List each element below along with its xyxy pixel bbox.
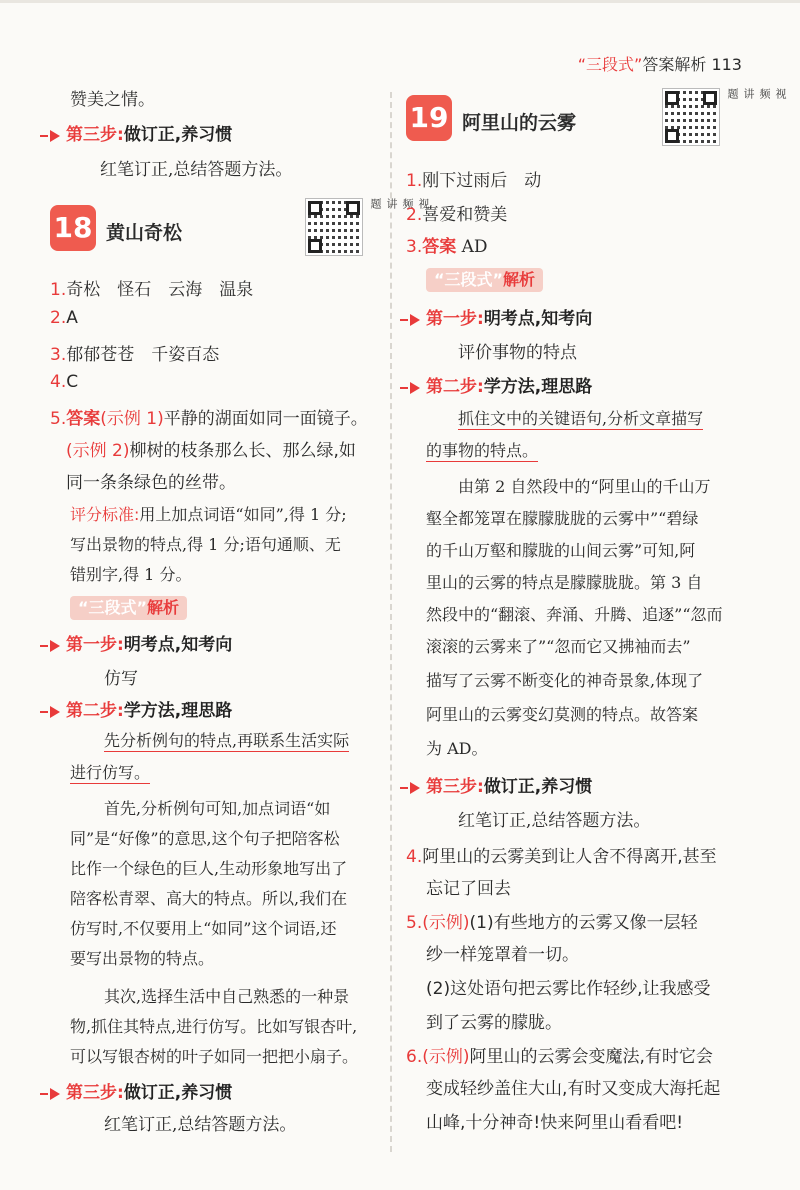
step-dash: [400, 319, 408, 321]
step-arrow-icon: [50, 640, 60, 652]
scoring-line-3: 错别字,得 1 分。: [70, 565, 192, 584]
answer-2: 2.A: [50, 308, 78, 328]
explain-line: 物,抓住其特点,进行仿写。比如写银杏叶,: [70, 1017, 358, 1036]
answer-4: 4.阿里山的云雾美到让人舍不得离开,甚至: [406, 847, 717, 867]
lesson-title: 阿里山的云雾: [462, 112, 577, 134]
step3-body: 红笔订正,总结答题方法。: [104, 1115, 297, 1135]
qr-label: 视频讲题: [726, 88, 787, 100]
answer-2: 2.喜爱和赞美: [406, 205, 508, 225]
step-arrow-icon: [50, 130, 60, 142]
answer-5-part2: (2)这处语句把云雾比作轻纱,让我感受: [426, 979, 711, 999]
answer-5-ex2: (示例 2)柳树的枝条那么长、那么绿,如: [66, 441, 356, 461]
header-page-info: 答案解析 113: [642, 55, 742, 74]
step3: 第三步:做订正,养习惯: [400, 772, 592, 797]
explain-line: 首先,分析例句可知,加点词语“如: [104, 799, 331, 818]
step-title: 做订正,养习惯: [123, 125, 233, 145]
explain-line: 其次,选择生活中自己熟悉的一种景: [104, 987, 350, 1006]
example-tag: (示例 1): [100, 409, 164, 429]
step-arrow-icon: [50, 706, 60, 718]
answer-3: 3.郁郁苍苍 千姿百态: [50, 345, 220, 365]
step-dash: [40, 645, 48, 647]
step-dash: [40, 135, 48, 137]
step2: 第二步:学方法,理思路: [400, 372, 592, 397]
answer-3: 3.答案 AD: [406, 237, 488, 257]
step2-method-1: 先分析例句的特点,再联系生活实际: [104, 731, 350, 750]
step-arrow-icon: [410, 782, 420, 794]
explain-line: 要写出景物的特点。: [70, 949, 215, 968]
scoring-line-1: 评分标准:用上加点词语“如同”,得 1 分;: [70, 505, 347, 524]
step-arrow-icon: [410, 382, 420, 394]
answer-label: 答案: [422, 237, 457, 257]
step-arrow-icon: [410, 314, 420, 326]
scoring-label: 评分标准:: [70, 505, 140, 524]
answer-6-cont: 变成轻纱盖住大山,有时又变成大海托起: [426, 1079, 721, 1099]
step3-top-body: 红笔订正,总结答题方法。: [100, 160, 293, 180]
step1-body: 评价事物的特点: [458, 343, 577, 363]
explain-line: 为 AD。: [426, 739, 488, 758]
answer-5: 5.(示例)(1)有些地方的云雾又像一层轻: [406, 913, 698, 933]
step-dash: [40, 711, 48, 713]
explain-line: 描写了云雾不断变化的神奇景象,体现了: [426, 671, 704, 690]
example-tag: (示例): [422, 913, 470, 933]
page-header: [578, 52, 742, 75]
explain-line: 壑全都笼罩在朦朦胧胧的云雾中”“碧绿: [426, 509, 699, 528]
explain-line: 由第 2 自然段中的“阿里山的千山万: [458, 477, 711, 496]
explain-line: 比作一个绿色的巨人,生动形象地写出了: [70, 859, 348, 878]
step2-method-2: 的事物的特点。: [426, 441, 539, 460]
step-dash: [400, 387, 408, 389]
step1: 第一步:明考点,知考向: [400, 304, 592, 329]
answer-5-ex2-cont: 同一条条绿色的丝带。: [66, 473, 236, 493]
scoring-line-2: 写出景物的特点,得 1 分;语句通顺、无: [70, 535, 341, 554]
step3-body: 红笔订正,总结答题方法。: [458, 811, 651, 831]
qr-label: 视频讲题: [369, 198, 430, 210]
answer-5: 5.答案(示例 1)平静的湖面如同一面镜子。: [50, 409, 368, 429]
answer-4: 4.C: [50, 372, 79, 392]
step-dash: [40, 1093, 48, 1095]
qr-code-icon[interactable]: [305, 198, 363, 256]
step2: 第二步:学方法,理思路: [40, 696, 232, 721]
explain-line: 滚滚的云雾来了”“忽而它又拂袖而去”: [426, 637, 691, 656]
lesson-number-badge: 19: [406, 95, 452, 141]
step1-body: 仿写: [104, 669, 138, 689]
step-dash: [400, 787, 408, 789]
example-tag: (示例 2): [66, 441, 130, 461]
explain-line: 可以写银杏树的叶子如同一把把小扇子。: [70, 1047, 359, 1066]
lesson-title: 黄山奇松: [106, 222, 183, 244]
explain-line: 阿里山的云雾变幻莫测的特点。故答案: [426, 705, 699, 724]
answer-1: 1.刚下过雨后 动: [406, 171, 542, 191]
answer-1: 1.奇松 怪石 云海 温泉: [50, 280, 254, 300]
column-divider: [390, 92, 392, 1152]
step3-top: [40, 120, 232, 145]
answer-label: 答案: [66, 409, 101, 429]
explain-line: 的千山万壑和朦胧的山间云雾”可知,阿: [426, 541, 696, 560]
explain-line: 里山的云雾的特点是朦朦胧胧。第 3 自: [426, 573, 703, 592]
explain-line: 仿写时,不仅要用上“如同”这个词语,还: [70, 919, 337, 938]
intro-line: 赞美之情。: [70, 90, 155, 110]
header-tag: “三段式”: [577, 55, 643, 74]
analysis-tag: “三段式”解析: [70, 596, 187, 620]
step1: 第一步:明考点,知考向: [40, 630, 232, 655]
answer-5-cont: 纱一样笼罩着一切。: [426, 945, 579, 965]
top-rule: [0, 0, 800, 3]
analysis-tag: “三段式”解析: [426, 268, 543, 292]
step2-method-2: 进行仿写。: [70, 763, 151, 782]
answer-4-cont: 忘记了回去: [426, 879, 511, 899]
explain-line: 陪客松青翠、高大的特点。所以,我们在: [70, 889, 348, 908]
explain-line: 同”是“好像”的意思,这个句子把陪客松: [70, 829, 340, 848]
lesson-number-badge: 18: [50, 205, 96, 251]
step-label: 第三步:: [66, 125, 124, 145]
answer-5-part2-cont: 到了云雾的朦胧。: [426, 1013, 562, 1033]
step-arrow-icon: [50, 1088, 60, 1100]
answer-6-cont2: 山峰,十分神奇!快来阿里山看看吧!: [426, 1113, 684, 1133]
answer-6: 6.(示例)阿里山的云雾会变魔法,有时它会: [406, 1047, 713, 1067]
qr-code-icon[interactable]: [662, 88, 720, 146]
explain-line: 然段中的“翻滚、奔涌、升腾、追逐”“忽而: [426, 605, 723, 624]
step3: 第三步:做订正,养习惯: [40, 1078, 232, 1103]
step2-method-1: 抓住文中的关键语句,分析文章描写: [458, 409, 704, 428]
example-tag: (示例): [422, 1047, 470, 1067]
